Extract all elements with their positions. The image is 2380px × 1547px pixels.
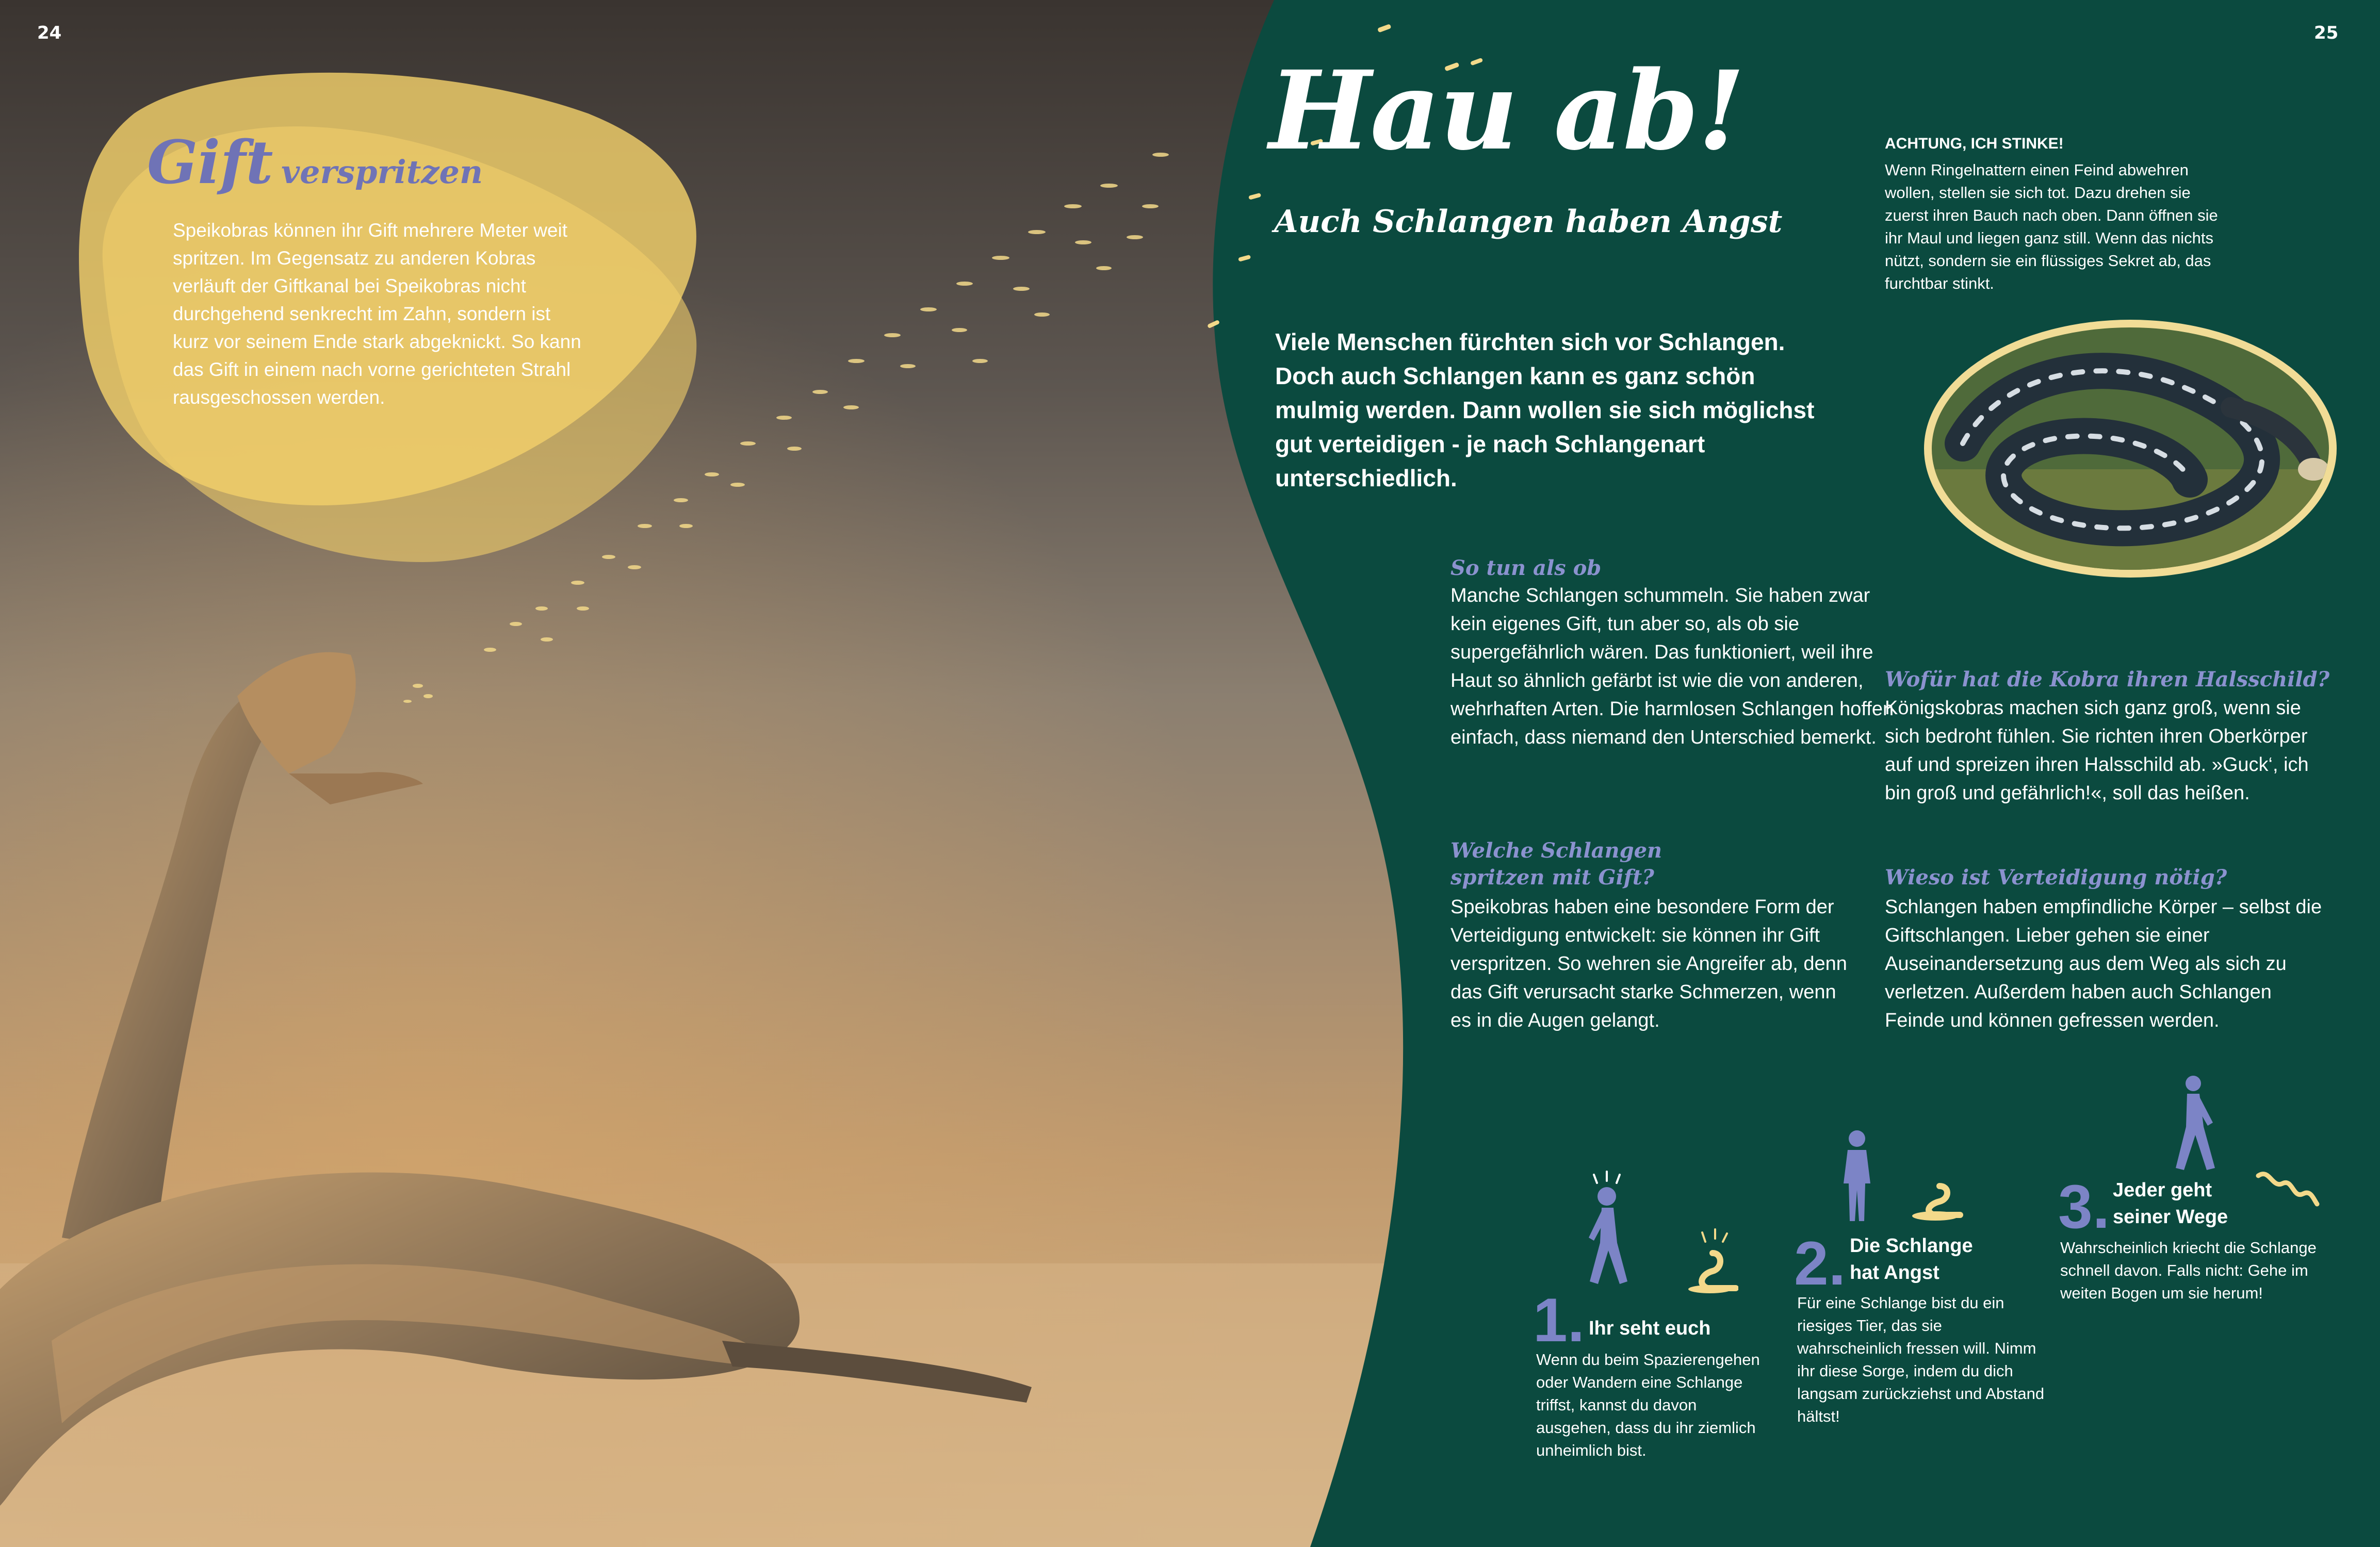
standing-person-icon [1836,1129,1878,1222]
achtung-heading: ACHTUNG, ICH STINKE! [1885,135,2064,152]
question-text-2: Speikobras haben eine besondere Form der Verteidigung entwickelt: sie können ihr Gift verspritzen. So wehren sie Angreifer ab, denn das Gift verursacht starke Schmerzen, wenn es in die Augen gelangt. [1450,896,1847,1031]
page-number-right: 25 [2314,23,2339,43]
question-text-4: Schlangen haben empfindliche Körper – selbst die Giftschlangen. Lieber gehen sie einer Auseinandersetzung aus dem Weg als sich zu verletzen. Außerdem haben auch Schlangen Feinde und können gefressen werden. [1885,896,2322,1031]
question-heading-3: Wofür hat die Kobra ihren Halsschild? [1885,667,2330,692]
step-2-number: 2. [1794,1229,1846,1298]
gift-title-big: Gift [147,128,273,198]
walking-away-person-icon [2161,1075,2223,1173]
question-heading-2: Welche Schlangen spritzen mit Gift? [1450,838,1662,890]
page-number-left: 24 [37,23,62,43]
question-heading-4: Wieso ist Verteidigung nötig? [1885,865,2227,890]
step-2-title: Die Schlange hat Angst [1850,1235,1973,1283]
page-title: Hau ab! [1269,47,1745,174]
step-1-number: 1. [1533,1286,1585,1355]
step-3-text: Wahrscheinlich kriecht die Schlange schnell davon. Falls nicht: Gehe im weiten Bogen um sie herum! [2060,1239,2317,1302]
step-2-text: Für eine Schlange bist du ein riesiges Tier, das sie wahrscheinlich fressen will. Nimm ihr diese Sorge, indem du dich langsam zurückziehst und Abstand hältst! [1797,1294,2045,1425]
gift-title-small: verspritzen [281,153,483,191]
coiled-snake-icon [1909,1181,1965,1222]
gift-bubble-title [147,128,483,198]
step-3-title: Jeder geht seiner Wege [2113,1179,2228,1228]
page-subtitle: Auch Schlangen haben Angst [1274,204,1783,240]
question-text-3: Königskobras machen sich ganz groß, wenn sie sich bedroht fühlen. Sie richten ihren Oberkörper auf und spreizen ihren Halsschild ab. »Guck‘, ich bin groß und gefährlich!«, soll das heißen. [1885,697,2309,804]
step-1-text: Wenn du beim Spazierengehen oder Wandern eine Schlange triffst, kannst du davon ausgehen, dass du ihr ziemlich unheimlich bist. [1536,1351,1760,1459]
gift-bubble-text: Speikobras können ihr Gift mehrere Meter weit spritzen. Im Gegensatz zu anderen Kobras verläuft der Giftkanal bei Speikobras nicht durchgehend senkrecht im Zahn, sondern ist kurz vor seinem Ende stark abgeknickt. So kann das Gift in einem nach vorne gerichteten Strahl rausgeschossen werden. [173,220,581,408]
startled-snake-icon [1687,1227,1738,1294]
intro-paragraph: Viele Menschen fürchten sich vor Schlangen. Doch auch Schlangen kann es ganz schön mulmig werden. Dann wollen sie sich möglichst gut verteidigen - je nach Schlangenart unterschiedlich. [1275,328,1815,491]
step-3-number: 3. [2058,1172,2110,1241]
step-1-title: Ihr seht euch [1589,1318,1711,1339]
question-heading-1: So tun als ob [1450,556,1602,580]
walking-person-icon [1578,1171,1635,1294]
achtung-text: Wenn Ringelnattern einen Feind abwehren wollen, stellen sie sich tot. Dazu drehen sie zuerst ihren Bauch nach oben. Dann öffnen sie ihr Maul und liegen ganz still. Wenn das nichts nützt, sondern sie ein flüssiges Sekret ab, das furchtbar stinkt. [1885,161,2218,292]
grass-snake-photo [1921,315,2339,583]
question-text-1: Manche Schlangen schummeln. Sie haben zwar kein eigenes Gift, tun aber so, als ob sie supergefährlich wären. Das funktioniert, weil ihre Haut so ähnlich gefärbt ist wie die von anderen, wehrhaften Arten. Die harmlosen Schlangen hoffen einfach, dass niemand den Unterschied bemerkt. [1450,585,1894,748]
